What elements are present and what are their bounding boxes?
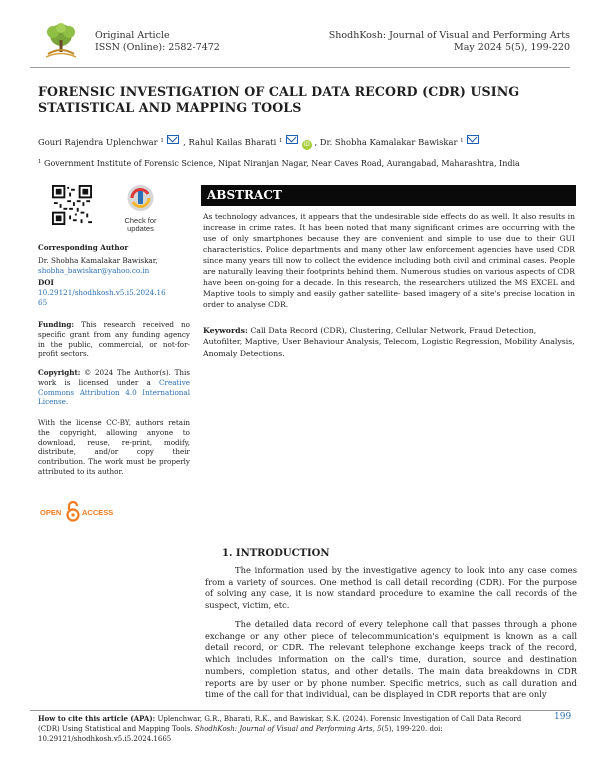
abstract-text: As technology advances, it appears that the undesirable side effects do as well. It also results in increase in crime rates. It has been noted that many significant crimes are occurring with the use of only smartphones because they are convenient and simple to use due to their GUI characteristics. Police departments and many other law enforcement agencies have used CDR since many years till now to collect the evidence including both civil and criminal cases. People are naturally leaving their footprints behind them. Numerous studies on various aspects of CDR have been on-going for a decade. In this research, the researchers utilized the MS EXCEL and Maptive tools to simply and easily gather satellite- based imagery of a site's precise location in order to analyse CDR. <box>203 212 575 309</box>
author-affil-sup: 1 <box>278 138 283 144</box>
affiliation <box>38 159 520 168</box>
paper-title: FORENSIC INVESTIGATION OF CALL DATA RECORD (CDR) USING STATISTICAL AND MAPPING TOOLS <box>38 84 520 115</box>
footer-divider <box>30 710 570 711</box>
header-divider <box>30 67 570 68</box>
email-icon[interactable] <box>286 135 298 144</box>
funding-block <box>38 320 190 359</box>
email-icon[interactable] <box>167 135 179 144</box>
header-left <box>95 30 220 54</box>
open-access-badge: OPEN ACCESS <box>40 502 120 524</box>
citation-label: How to cite this article (APA): <box>38 714 156 723</box>
funding-label: Funding: <box>38 320 75 329</box>
author-affil-sup: 1 <box>460 138 464 144</box>
license-link[interactable]: Creative Commons Attribution 4.0 International License. <box>38 377 191 407</box>
corresponding-label: Corresponding Author <box>38 243 129 252</box>
author-separator: , <box>183 137 186 147</box>
copyright-block <box>38 368 190 407</box>
author-name: Rahul Kailas Bharati <box>188 137 277 147</box>
journal-logo-tree-icon <box>40 22 82 60</box>
section-heading: 1. INTRODUCTION <box>222 548 330 559</box>
citation <box>38 714 528 744</box>
orcid-icon[interactable]: iD <box>303 141 310 148</box>
copyright-label: Copyright: <box>38 368 81 377</box>
article-type: Original Article <box>95 30 170 41</box>
keywords-label: Keywords: <box>203 326 248 335</box>
doi-label: DOI <box>38 278 54 288</box>
corresponding-email[interactable]: shobha_bawiskar@yahoo.co.in <box>38 265 150 275</box>
citation-journal: ShodhKosh: Journal of Visual and Performing Arts, <box>194 724 375 733</box>
citation-pages: (5), 199-220. doi: 10.29121/shodhkosh.v5.i5.2024.1665 <box>38 724 443 743</box>
keywords-text: Call Data Record (CDR), Clustering, Cellular Network, Fraud Detection, Autofilter, Maptive, User Behaviour Analysis, Telecom, Logistic Regression, Mobility Analysis, Anomaly Detections. <box>203 326 575 358</box>
check-updates-icon <box>118 183 163 213</box>
journal-name: ShodhKosh: Journal of Visual and Performing Arts <box>328 30 570 41</box>
qr-code-icon[interactable] <box>52 185 92 225</box>
citation-text: Uplenchwar, G.R., Bharati, R.K., and Bawiskar, S.K. (2024). Forensic Investigation of Call Data Record (CDR) Using Statistical and Mapping Tools. <box>38 715 522 733</box>
corresponding-author <box>38 243 190 308</box>
intro-paragraph-2: The detailed data record of every telephone call that passes through a phone exchange or any other piece of telecommunication's equipment is known as a call detail record, or CDR. The relevant telephone exchange keeps track of the record, which includes information on the call's time, duration, source and destination numbers, completion status, and other details. The main data breakdowns in CDR reports are by user or by phone number. Specific metrics, such as call duration and time of the call for that individual, can be displayed in CDR reports that are only <box>205 619 577 700</box>
corresponding-name: Dr. Shobha Kamalakar Bawiskar, <box>38 255 158 265</box>
copyright-text: © 2024 The Author(s). This work is licensed under a <box>38 368 190 387</box>
check-updates-label: Check for updates <box>124 216 157 233</box>
affiliation-text: Government Institute of Forensic Science, Nipat Niranjan Nagar, Near Caves Road, Aurangabad, Maharashtra, India <box>44 159 520 168</box>
author-affil-sup: 1 <box>160 138 164 144</box>
intro-paragraph-1: The information used by the investigative agency to look into any case comes from a variety of sources. One method is call detail recording (CDR). For the purpose of solving any case, it is now standard procedure to examine the call records of the suspect, victim, etc. <box>205 565 577 611</box>
doi-link[interactable]: 10.29121/shodhkosh.v5.i5.2024.1665 <box>38 288 166 307</box>
abstract-heading: ABSTRACT <box>201 185 576 206</box>
author-name: Gouri Rajendra Uplenchwar <box>38 137 158 147</box>
page-number: 199 <box>554 712 572 722</box>
keywords <box>203 325 575 359</box>
open-access-lock-icon <box>66 500 80 522</box>
email-icon[interactable] <box>467 135 479 144</box>
funding-text: This research received no specific grant from any funding agency in the public, commercial, or not-for-profit sectors. <box>38 320 190 359</box>
issn: ISSN (Online): 2582-7472 <box>95 42 220 53</box>
author-list <box>38 135 480 150</box>
check-for-updates-badge[interactable] <box>118 183 163 233</box>
journal-issue: May 2024 5(5), 199-220 <box>454 42 570 53</box>
citation-volume: 5 <box>377 724 382 733</box>
affiliation-sup: 1 <box>38 159 42 165</box>
cc-license-text: With the license CC-BY, authors retain the copyright, allowing anyone to download, reuse, re-print, modify, distribute, and/or copy their contribution. The work must be properly attributed to its author. <box>38 418 190 476</box>
author-name: Dr. Shobha Kamalakar Bawiskar <box>319 137 458 147</box>
author-separator: , <box>314 137 318 147</box>
header-right <box>329 30 570 54</box>
